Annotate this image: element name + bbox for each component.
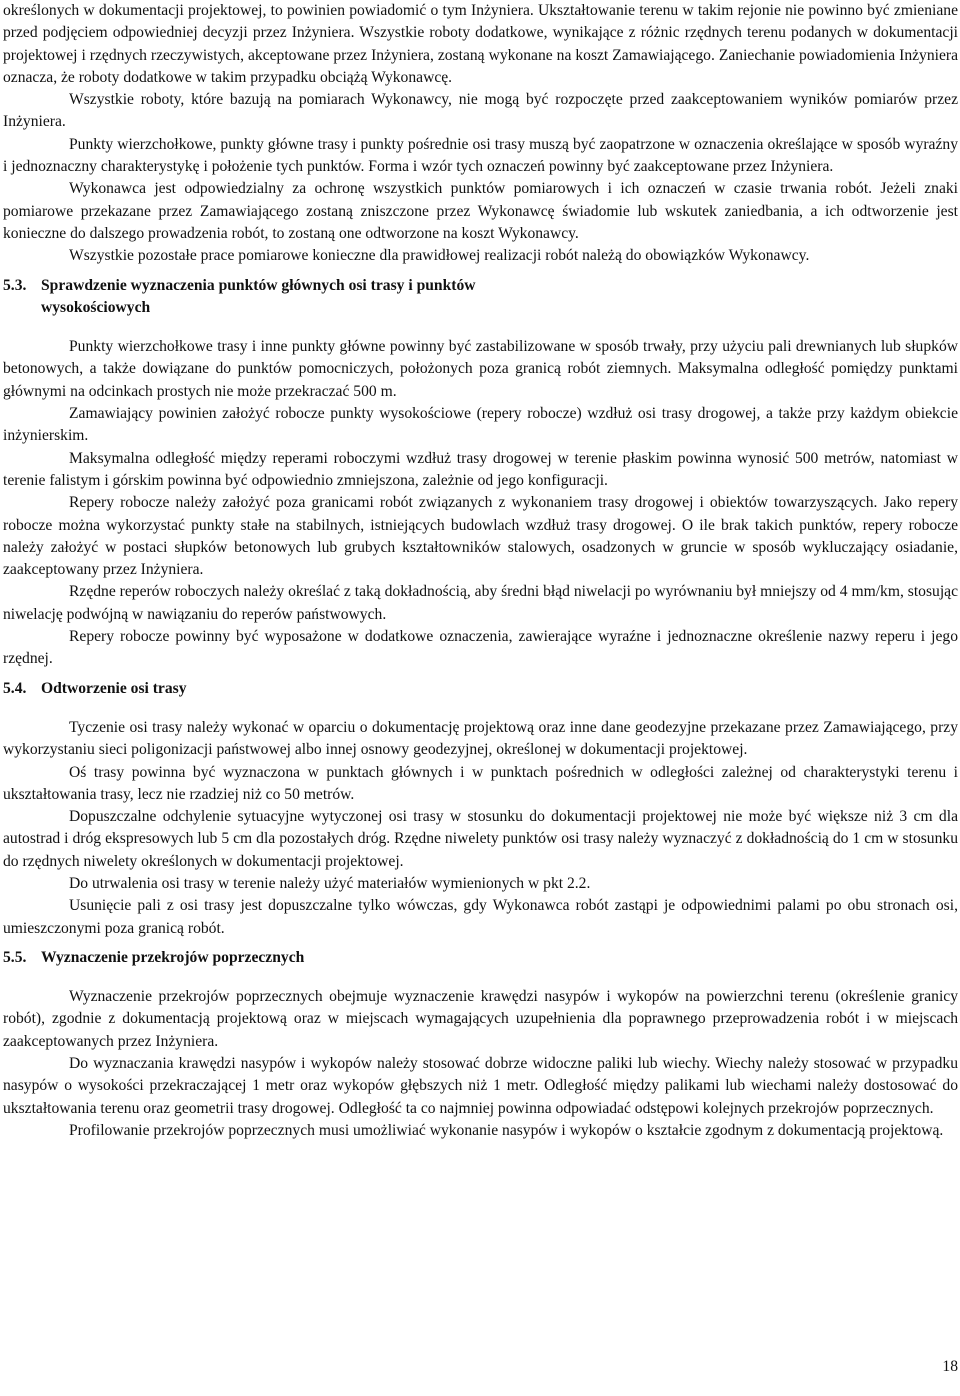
paragraph: Rzędne reperów roboczych należy określać z taką dokładnością, aby średni błąd niwelacji po wyrównaniu był mniejszy od 4 mm/km, stosując niwelację podwójną w nawiązaniu do reperów państwowych.: [3, 583, 959, 623]
paragraph: Wszystkie roboty, które bazują na pomiarach Wykonawcy, nie mogą być rozpoczęte przed zaakceptowaniem wyników pomiarów przez Inżyniera.: [3, 91, 958, 131]
section-heading: [3, 678, 958, 700]
document-page: [3, 0, 958, 1142]
intro-section: [3, 0, 958, 268]
section-heading: [3, 275, 958, 320]
paragraph: Maksymalna odległość między reperami roboczymi wzdłuż trasy drogowej w terenie płaskim powinna wynosić 500 metrów, natomiast w terenie falistym i górskim powinna być odpowiednio zmniejszona, zależnie od jego konfiguracji.: [3, 449, 958, 489]
section-number: 5.4.: [3, 679, 27, 697]
paragraph: Repery robocze należy założyć poza granicami robót związanych z wykonaniem trasy drogowej i obiektów towarzyszących. Jako repery robocze można wykorzystać punkty stałe na stabilnych, istniejących budowlach wzdłuż trasy drogowej. O ile brak takich punktów, repery robocze należy założyć w postaci słupków betonowych lub grubych kształtowników stalowych, osadzonych w gruncie w sposób wykluczający osiadanie, zaakceptowany przez Inżyniera.: [3, 494, 958, 579]
paragraph: Zamawiający powinien założyć robocze punkty wysokościowe (repery robocze) wzdłuż osi trasy drogowej, a także przy każdym obiekcie inżynierskim.: [3, 405, 958, 445]
paragraph: Tyczenie osi trasy należy wykonać w oparciu o dokumentację projektową oraz inne dane geodezyjne przekazane przez Zamawiającego, przy wykorzystaniu sieci poligonizacji państwowej albo innej osnowy geodezyjnej, określonej w dokumentacji projektowej.: [3, 718, 958, 759]
section-number: 5.3.: [3, 276, 27, 294]
section-5-5: [3, 947, 958, 1142]
paragraph: Wszystkie pozostałe prace pomiarowe konieczne dla prawidłowej realizacji robót należą do obowiązków Wykonawcy.: [69, 247, 810, 265]
paragraph: Dopuszczalne odchylenie sytuacyjne wytyczonej osi trasy w stosunku do dokumentacji projektowej nie może być większe niż 3 cm dla autostrad i dróg ekspresowych lub 5 cm dla pozostałych dróg. Rzędne niwelety punktów osi trasy należy wyznaczyć z dokładnością do 1 cm w stosunku do rzędnych niwelety określonych w dokumentacji projektowej.: [3, 808, 958, 870]
paragraph: określonych w dokumentacji projektowej, to powinien powiadomić o tym Inżyniera. Ukształtowanie terenu w takim rejonie nie powinno być zmieniane przed podjęciem odpowiedniej decyzji przez Inżyniera. Wszystkie roboty dodatkowe, wynikające z różnic rzędnych terenu podanych w dokumentacji projektowej i rzędnych rzeczywistych, akceptowane przez Inżyniera, zostaną wykonane na koszt Zamawiającego. Zaniechanie powiadomienia Inżyniera oznacza, że roboty dodatkowe w takim przypadku obciążą Wykonawcę.: [3, 2, 958, 86]
paragraph: Do utrwalenia osi trasy w terenie należy użyć materiałów wymienionych w pkt 2.2.: [69, 874, 591, 892]
paragraph: Do wyznaczania krawędzi nasypów i wykopów należy stosować dobrze widoczne paliki lub wiechy. Wiechy należy stosować w przypadku nasypów o wysokości przekraczającej 1 metr oraz wykopów głębszych niż 1 metr. Odległość między palikami lub wiechami należy dostosować do ukształtowania terenu oraz geometrii trasy drogowej. Odległość ta co najmniej powinna odpowiadać odstępowi kolejnych przekrojów poprzecznych.: [3, 1055, 958, 1117]
paragraph: Punkty wierzchołkowe trasy i inne punkty główne powinny być zastabilizowane w sposób trwały, przy użyciu pali drewnianych lub słupków betonowych, a także dowiązane do punktów pomocniczych, położonych poza granicą robót ziemnych. Maksymalna odległość pomiędzy punktami głównymi na odcinkach prostych nie może przekraczać 500 m.: [3, 338, 958, 400]
section-5-4: [3, 678, 958, 940]
paragraph: Usunięcie pali z osi trasy jest dopuszczalne tylko wówczas, gdy Wykonawca robót zastąpi je odpowiednimi palami po obu stronach osi, umieszczonymi poza granicą robót.: [3, 897, 958, 937]
section-number: 5.5.: [3, 948, 27, 966]
paragraph: Repery robocze powinny być wyposażone w dodatkowe oznaczenia, zawierające wyraźne i jednoznaczne określenie nazwy reperu i jego rzędnej.: [3, 628, 958, 668]
paragraph: Punkty wierzchołkowe, punkty główne trasy i punkty pośrednie osi trasy muszą być zaopatrzone w oznaczenia określające w sposób wyraźny i jednoznaczny charakterystykę i położenie tych punktów. Forma i wzór tych oznaczeń powinny być zaakceptowane przez Inżyniera.: [3, 135, 958, 176]
paragraph: Wyznaczenie przekrojów poprzecznych obejmuje wyznaczenie krawędzi nasypów i wykopów na powierzchni terenu (określenie granicy robót), zgodnie z dokumentacją projektową oraz w miejscach wymagających uzupełnienia dla poprawnego przeprowadzenia robót i w miejscach zaakceptowanych przez Inżyniera.: [3, 988, 958, 1050]
section-title: Sprawdzenie wyznaczenia punktów głównych osi trasy i punktów wysokościowych: [41, 276, 476, 316]
page-number: 18: [942, 1358, 958, 1375]
section-title: Wyznaczenie przekrojów poprzecznych: [41, 948, 305, 966]
paragraph: Profilowanie przekrojów poprzecznych musi umożliwiać wykonanie nasypów i wykopów o kształcie zgodnym z dokumentacją projektową.: [69, 1121, 944, 1139]
paragraph: Oś trasy powinna być wyznaczona w punktach głównych i w punktach pośrednich w odległości zależnej od charakterystyki terenu i ukształtowania trasy, lecz nie rzadziej niż co 50 metrów.: [3, 763, 958, 803]
section-heading: [3, 947, 958, 969]
section-title: Odtworzenie osi trasy: [41, 679, 187, 697]
paragraph: Wykonawca jest odpowiedzialny za ochronę wszystkich punktów pomiarowych i ich oznaczeń w czasie trwania robót. Jeżeli znaki pomiarowe przekazane przez Zamawiającego zostaną zniszczone przez Wykonawcę świadomie lub wskutek zaniedbania, a ich odtworzenie jest konieczne do dalszego prowadzenia robót, to zostaną one odtworzone na koszt Wykonawcy.: [3, 180, 958, 242]
section-5-3: [3, 275, 958, 671]
